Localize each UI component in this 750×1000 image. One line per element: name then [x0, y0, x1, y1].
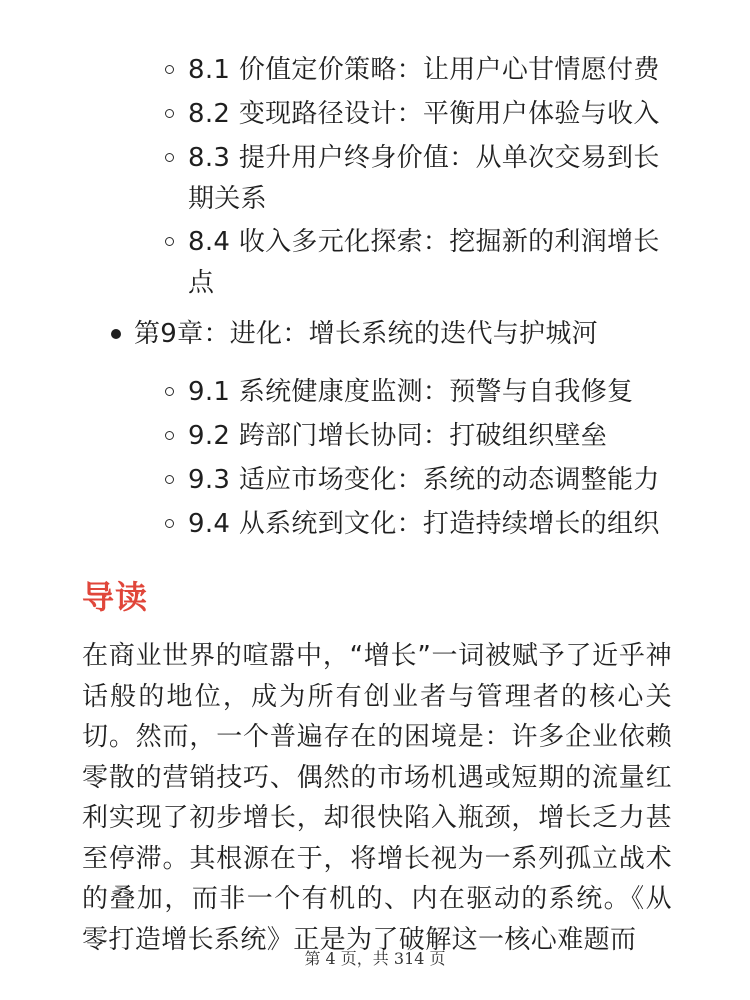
toc-section-label: 9.4 从系统到文化：打造持续增长的组织: [188, 509, 660, 539]
toc-section-label: 8.4 收入多元化探索：挖掘新的利润增长点: [188, 227, 660, 298]
toc-section-item: [188, 460, 668, 501]
solid-bullet-icon: [111, 329, 121, 339]
hollow-bullet-icon: [165, 387, 174, 396]
toc-section-label: 9.3 适应市场变化：系统的动态调整能力: [188, 465, 660, 495]
hollow-bullet-icon: [165, 109, 174, 118]
toc-section-label: 8.1 价值定价策略：让用户心甘情愿付费: [188, 55, 660, 85]
toc-section-item: [188, 50, 668, 91]
intro-paragraph: 在商业世界的喧嚣中，“增长”一词被赋予了近乎神话般的地位，成为所有创业者与管理者的核心关切。然而，一个普遍存在的困境是：许多企业依赖零散的营销技巧、偶然的市场机遇或短期的流量红利实现了初步增长，却很快陷入瓶颈，增长乏力甚至停滞。其根源在于，将增长视为一系列孤立战术的叠加，而非一个有机的、内在驱动的系统。《从零打造增长系统》正是为了破解这一核心难题而: [82, 641, 672, 955]
toc-section-label: 8.2 变现路径设计：平衡用户体验与收入: [188, 99, 660, 129]
toc-section-item: [188, 94, 668, 135]
toc-section-item: [188, 416, 668, 457]
toc-section-item: [188, 504, 668, 545]
hollow-bullet-icon: [165, 237, 174, 246]
section-heading: 导读: [82, 578, 149, 616]
toc-section-label: 8.3 提升用户终身价值：从单次交易到长期关系: [188, 143, 660, 214]
toc-section-label: 9.1 系统健康度监测：预警与自我修复: [188, 377, 634, 407]
hollow-bullet-icon: [165, 519, 174, 528]
toc-chapter-item: [134, 314, 694, 355]
hollow-bullet-icon: [165, 431, 174, 440]
toc-section-item: [188, 372, 668, 413]
toc-chapter-title: 第9章：进化：增长系统的迭代与护城河: [134, 319, 598, 349]
toc-section-item: [188, 138, 668, 220]
page-number: 第 4 页，共 314 页: [304, 949, 446, 968]
toc-section-item: [188, 222, 668, 304]
hollow-bullet-icon: [165, 475, 174, 484]
toc-section-label: 9.2 跨部门增长协同：打破组织壁垒: [188, 421, 608, 451]
hollow-bullet-icon: [165, 153, 174, 162]
hollow-bullet-icon: [165, 65, 174, 74]
